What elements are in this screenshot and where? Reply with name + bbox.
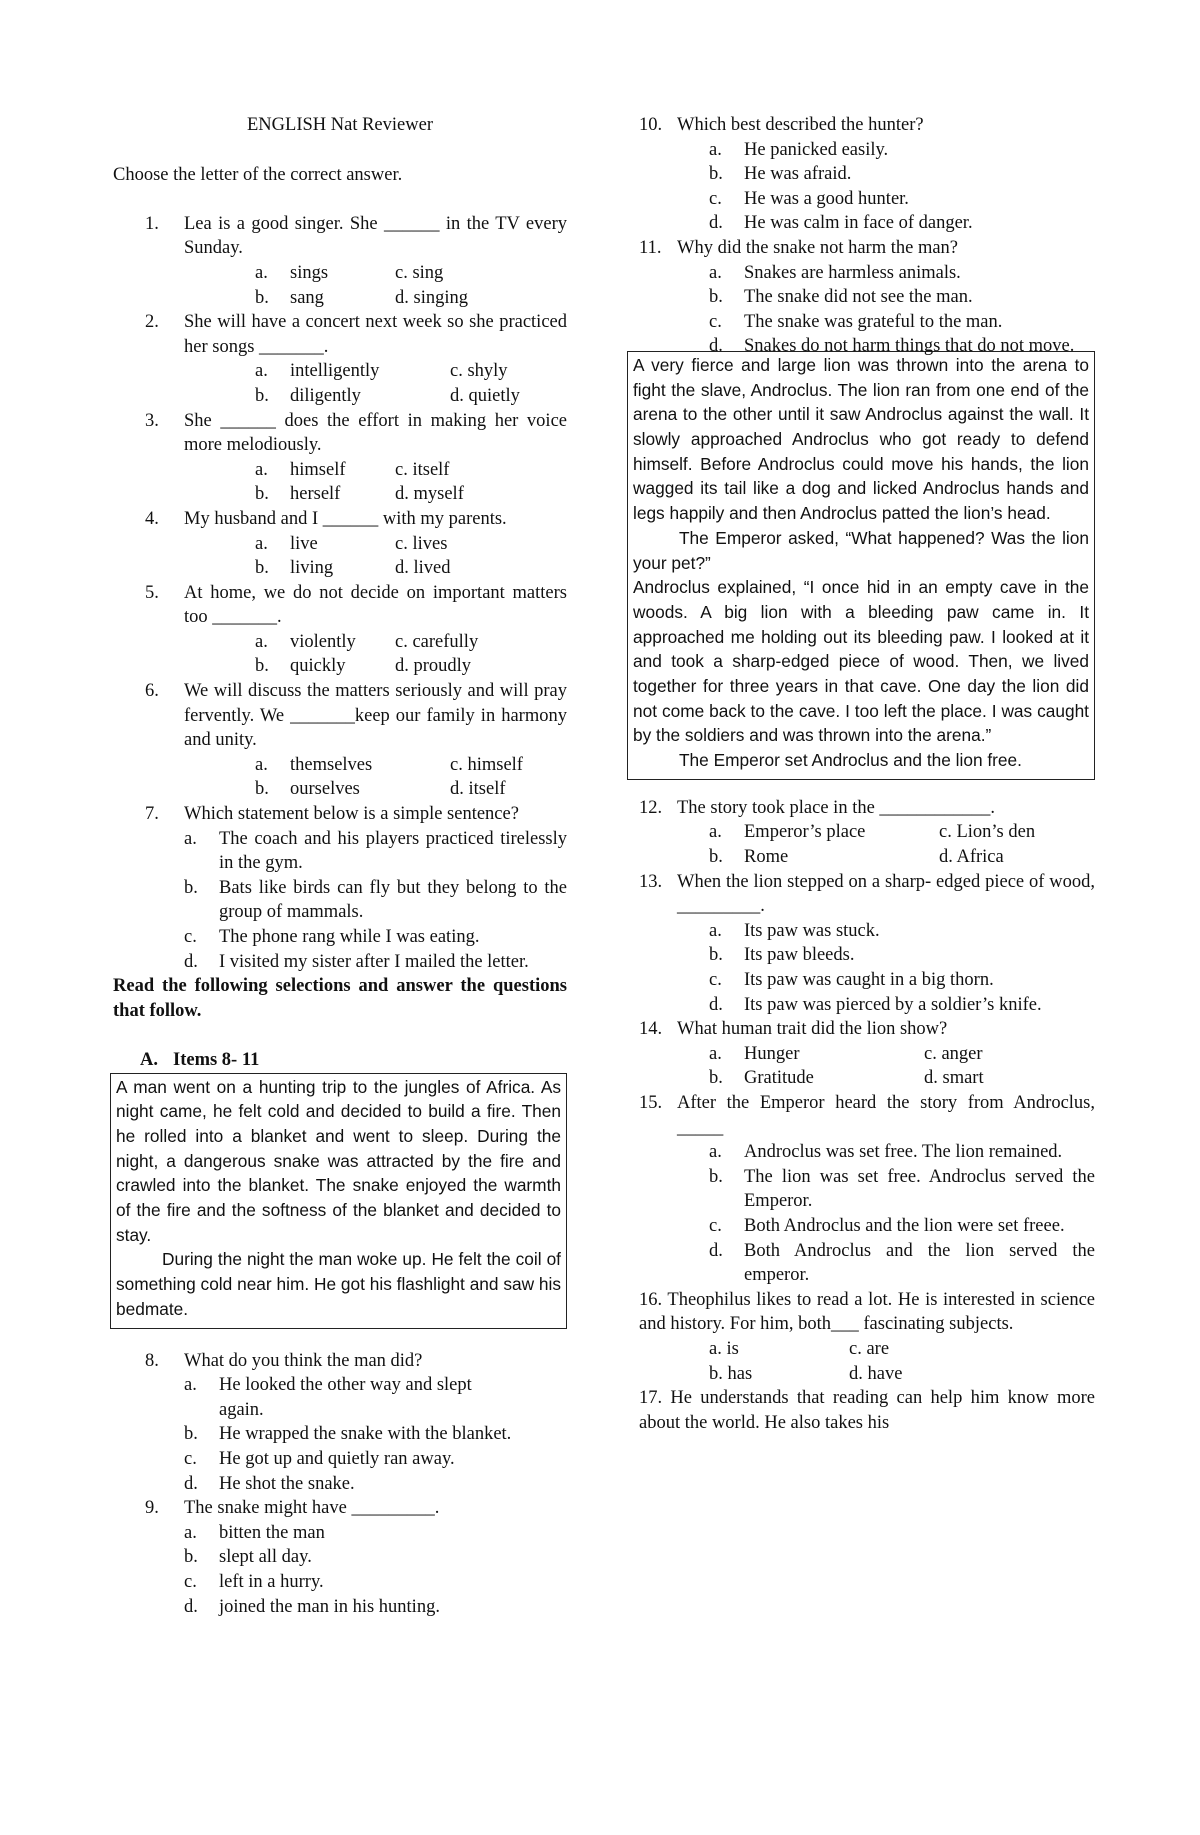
question-8-options: a. He looked the other way and slept again. b. He wrapped the snake with the blanket. c. He got up and quietly ran away. d. He shot the snake. — [184, 1375, 512, 1494]
question-12: 12. The story took place in the ____________. — [639, 797, 996, 818]
right-column — [633, 113, 1095, 1435]
question-12-options: a. Emperor’s place c. Lion’s den b. Rome d. Africa — [709, 822, 1036, 868]
question-15: 15. After the Emperor heard the story from Androclus, _____ — [639, 1093, 1095, 1138]
passage-hunter-box — [110, 1073, 567, 1329]
instruction: Choose the letter of the correct answer. — [113, 164, 403, 185]
question-16-options: a. is c. are b. has d. have — [709, 1338, 903, 1384]
question-3: 3. She ______ does the effort in making her voice more melodiously. — [145, 410, 567, 456]
passage-1-paragraph-2: During the night the man woke up. He felt the coil of something cold near him. He got his flashlight and saw his bedmate. — [116, 1249, 561, 1319]
question-13: 13. When the lion stepped on a sharp- edged piece of wood, _________. — [639, 871, 1095, 917]
question-10: 10. Which best described the hunter? — [639, 115, 924, 135]
passage-2-paragraph-2: The Emperor asked, “What happened? Was the lion your pet?” — [633, 527, 1089, 573]
reading-instruction: Read the following selections and answer the questions that follow. — [113, 976, 567, 1021]
question-16: 16. Theophilus likes to read a lot. He is interested in science and history. For him, both___ fascinating subjects. — [639, 1289, 1095, 1335]
question-6-options: a. themselves c. himself b. ourselves d. itself — [255, 754, 523, 800]
question-7: 7. Which statement below is a simple sentence? — [145, 804, 519, 825]
question-11-options: a. Snakes are harmless animals. b. The snake did not see the man. c. The snake was grateful to the man. d. Snakes do not harm things that do not move. — [709, 262, 1075, 357]
question-4-options: a. live c. lives b. living d. lived — [255, 533, 451, 579]
passage-2-paragraph-3: Androclus explained, “I once hid in an empty cave in the woods. A big lion with a bleeding paw came in. It approached me holding out its bleeding paw. I looked at it and took a sharp-edged piece of wood. Then, we lived together for three years in that cave. One day the lion did not come back to the cave. I too left the place. I was caught by the soldiers and was thrown into the arena.” — [633, 577, 1089, 746]
question-10-options: a. He panicked easily. b. He was afraid. c. He was a good hunter. d. He was calm in face of danger. — [709, 139, 973, 234]
passage-2-paragraph-4: The Emperor set Androclus and the lion free. — [679, 750, 1022, 771]
question-4: 4. My husband and I ______ with my parents. — [145, 508, 507, 529]
passage-2-paragraph-1: A very fierce and large lion was thrown into the arena to fight the slave, Androclus. The lion ran from one end of the arena to the other until it saw Androclus against the wall. It slowly approached Androclus who got ready to defend himself. Before Androclus could move his hands, the lion wagged its tail like a dog and licked Androclus hands and legs happily and then Androclus patted the lion’s head. — [633, 354, 1089, 524]
question-17: 17. He understands that reading can help him know more about the world. He also takes his — [639, 1388, 1095, 1433]
document-title: ENGLISH Nat Reviewer — [247, 115, 433, 135]
question-6: 6. We will discuss the matters seriously and will pray fervently. We _______keep our family in harmony and unity. — [145, 681, 567, 751]
question-1: 1. Lea is a good singer. She ______ in the TV every Sunday. — [145, 213, 567, 259]
question-15-options: a. Androclus was set free. The lion remained. b. The lion was set free. Androclus served the Emperor. c. Both Androclus and the lion were set freee. d. Both Androclus and the lion served the emperor. — [709, 1142, 1095, 1286]
left-column — [113, 113, 567, 1619]
question-9: 9. The snake might have _________. — [145, 1498, 440, 1519]
question-14-options: a. Hunger c. anger b. Gratitude d. smart — [709, 1043, 984, 1089]
passage-androclus-box — [627, 351, 1095, 780]
passage-1-paragraph-1: A man went on a hunting trip to the jungles of Africa. As night came, he felt cold and decided to build a fire. Then he rolled into a blanket and went to sleep. During the night, a dangerous snake was attracted by the fire and crawled into the blanket. The snake enjoyed the warmth of the fire and the softness of the blanket and decided to stay. — [116, 1076, 561, 1245]
question-11: 11. Why did the snake not harm the man? — [639, 237, 959, 258]
question-5-options: a. violently c. carefully b. quickly d. proudly — [255, 631, 479, 677]
question-5: 5. At home, we do not decide on important matters too _______. — [145, 582, 567, 628]
section-a-heading: A. Items 8- 11 — [140, 1049, 260, 1070]
question-13-options: a. Its paw was stuck. b. Its paw bleeds. c. Its paw was caught in a big thorn. d. Its paw was pierced by a soldier’s knife. — [709, 920, 1042, 1015]
question-9-options: a. bitten the man b. slept all day. c. left in a hurry. d. joined the man in his hunting. — [184, 1522, 440, 1617]
question-7-options: a. The coach and his players practiced tirelessly in the gym. b. Bats like birds can fly but they belong to the group of mammals. c. The phone rang while I was eating. d. I visited my sister after I mailed the letter. — [184, 828, 567, 972]
question-1-options: a. sings c. sing b. sang d. singing — [255, 262, 468, 308]
question-8: 8. What do you think the man did? — [145, 1350, 423, 1371]
question-3-options: a. himself c. itself b. herself d. myself — [255, 459, 464, 505]
question-2: 2. She will have a concert next week so she practiced her songs _______. — [145, 312, 567, 357]
question-14: 14. What human trait did the lion show? — [639, 1019, 948, 1040]
question-2-options: a. intelligently c. shyly b. diligently d. quietly — [255, 361, 520, 406]
